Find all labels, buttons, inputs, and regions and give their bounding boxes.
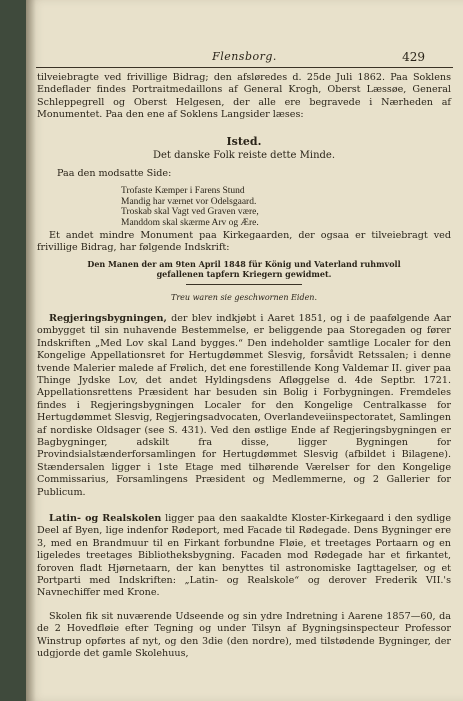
poem-line: Mandig har værnet vor Odelsgaard. xyxy=(121,196,257,207)
paragraph-text: ligger paa den saakaldte Kloster-Kirkegaard i den sydlige Deel af Byen, lige indenfor Rødeport, med Facade til Rødegade. Dens Bygninger ere 3, med en Brandmuur til en Firkant forbundne Fløie, et treetages Portaarn og en ligeledes treetages Bibliotheksbygning. Facaden mod Rødegade har et firkantet, foroven fladt Hjørnetaarn, der kan benyttes til astronomiske Iagttagelser, og et Portparti med Indskriften: „Latin- og Realskole“ og derover Frederik VII.'s Navnechiffer med Krone. xyxy=(37,513,452,599)
poem-line: Trofaste Kæmper i Farens Stund xyxy=(121,186,245,196)
paragraph-text: der blev indkjøbt i Aaret 1851, og i de paafølgende Aar ombygget til sin nuhavende Bestemmelse, er beliggende paa Storegaden og fører Indskriften „Med Lov skal Land bygges.“ Den indeholder samtlige Localer for den Kongelige Appellationsret for Hertugdømmet Slesvig, forsåvidt Retssalen; i denne tvende Malerier malede af Frølich, det ene forestillende Kong Valdemar II. giver paa Thinge Jydske Lov, det andet Hyldingsdens Afløggelse d. 4de Septbr. 1721. Appellationsrettens Præsident har besuden sin Bolig i Forbygningen. Fremdeles findes i Regjeringsbygningen Localer for den Kongelige Centralkasse for Hertugdømmet Slesvig, Regjeringsadvocaten, Overlandeveiinspectoratet, Samlingen af nordiske Oldsager (see S. 431). Ved den østlige Ende af Regjeringsbygningen er Bagbygninger, adskilt fra disse, ligger Bygningen for Provindsialstænderforsamlingen for Hertugdømmet Slesvig (afbildet i Bilagene). Stændersalen ligger i 1ste Etage med tilhørende Værelser for den Kongelige Commissarius, Forsamlingens Præsident og Medlemmerne, og 2 Gallerier for Publicum. xyxy=(37,313,452,498)
paragraph-second-monument: Et andet mindre Monument paa Kirkegaarden, der ogsaa er tilveiebragt ved frivillige Bidrag, har følgende Indskrift: xyxy=(37,230,451,254)
poem xyxy=(121,186,259,228)
inscription-line: Det danske Folk reiste dette Minde. xyxy=(152,150,336,161)
poem-line: Manddom skal skærme Arv og Ære. xyxy=(121,217,259,228)
german-inscription: Den Manen der am 9ten April 1848 für König und Vaterland ruhmvoll gefallenen tapfern Kriegern gewidmet. xyxy=(87,259,401,279)
poem-line: Troskab skal Vagt ved Graven være, xyxy=(121,207,259,218)
section-heading: Latin- og Realskolen xyxy=(49,513,162,524)
paragraph-latinskole xyxy=(37,513,451,600)
opposite-side-label: Paa den modsatte Side: xyxy=(57,168,172,179)
inscription-title: Isted. xyxy=(226,135,262,148)
page-number: 429 xyxy=(402,50,425,64)
page-header xyxy=(26,50,463,66)
divider xyxy=(186,284,302,285)
section-heading: Regjeringsbygningen, xyxy=(49,313,167,324)
paragraph-regjeringsbygningen xyxy=(37,313,451,499)
book-page xyxy=(26,0,463,701)
running-head: Flensborg. xyxy=(212,50,277,63)
paragraph-monument: tilveiebragte ved frivillige Bidrag; den afsløredes d. 25de Juli 1862. Paa Soklens Endeflader findes Portraitmedaillons af General Krogh, Oberst Læssøe, General Schleppegrell og Oberst Helgesen, der alle ere begravede i Nærheden af Monumentet. Paa den ene af Soklens Langsider læses: xyxy=(37,72,451,121)
german-motto: Treu waren sie geschwornen Eiden. xyxy=(170,293,317,302)
binding-shadow xyxy=(26,0,36,701)
header-rule xyxy=(36,67,453,68)
paragraph-skolen: Skolen fik sit nuværende Udseende og sin ydre Indretning i Aarene 1857—60, da de 2 Hovedfløie efter Tegning og under Tilsyn af Bygningsinspecteur Professor Winstrup opførtes af nyt, og den 3die (den nordre), med tilstødende Bygninger, der udgjorde det gamle Skolehuus, xyxy=(37,611,451,660)
